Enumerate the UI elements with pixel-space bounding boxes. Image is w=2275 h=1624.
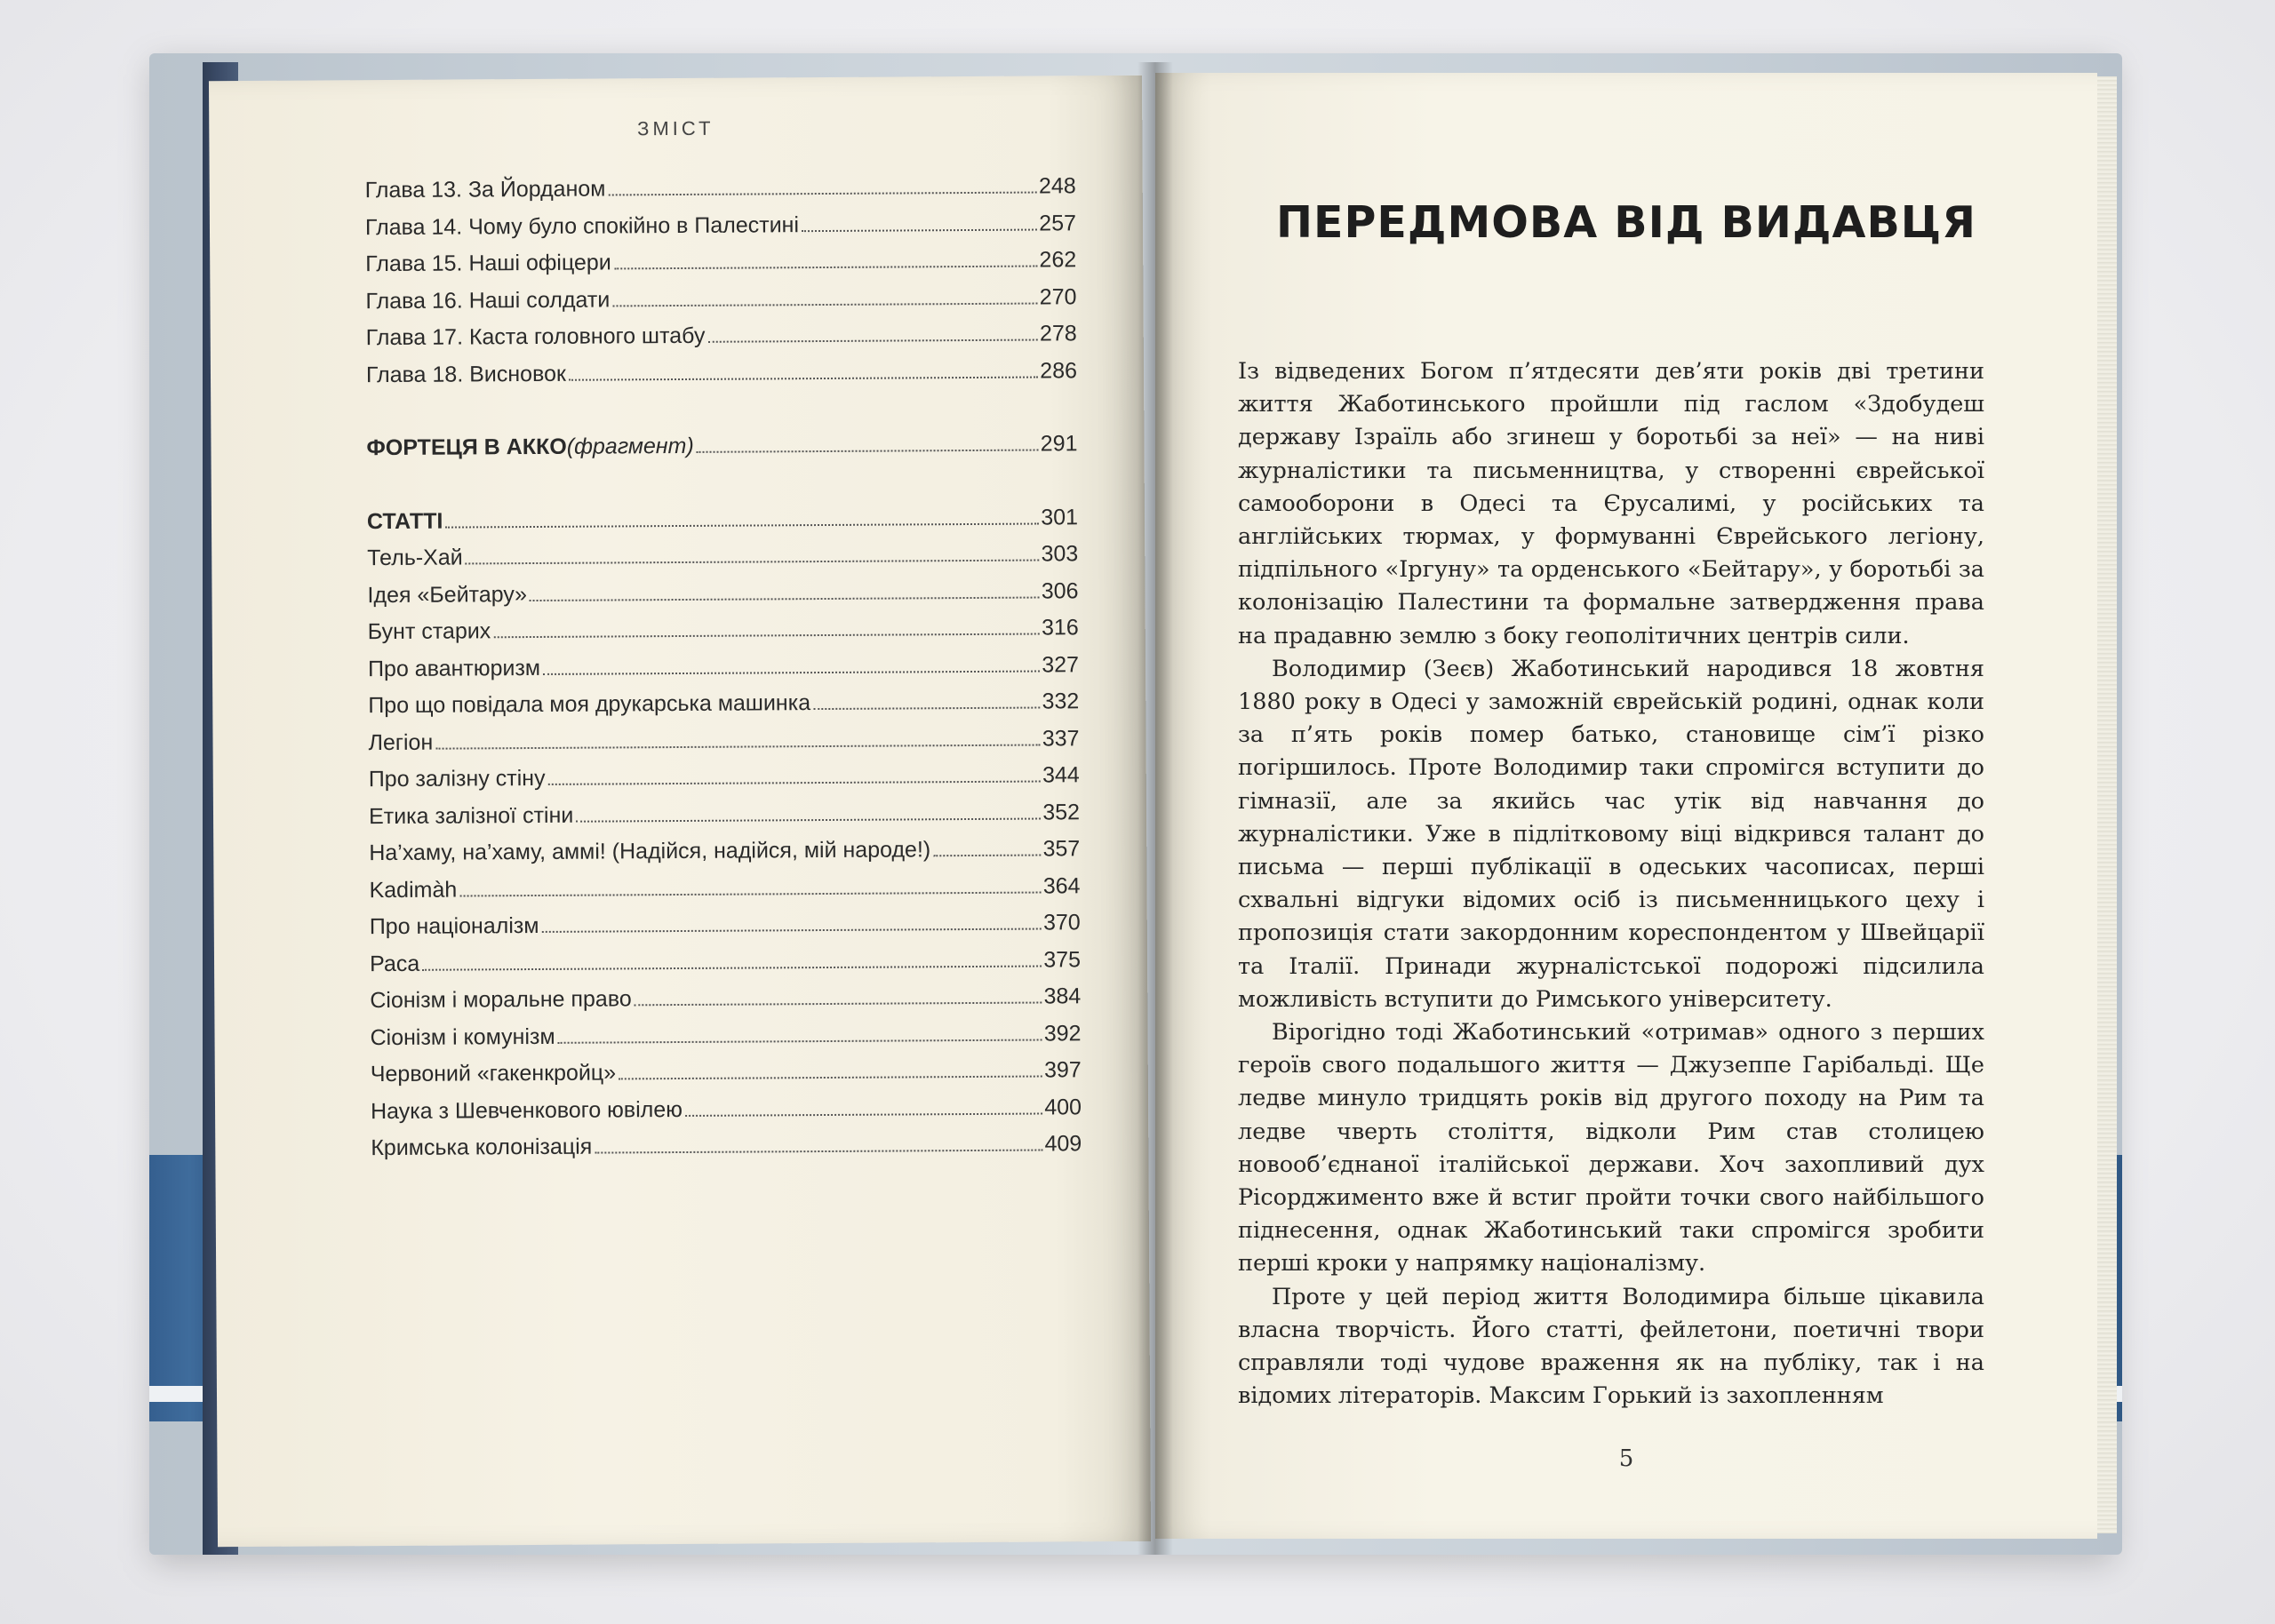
toc-entry xyxy=(370,1021,1081,1062)
toc-entry-title: Етика залізної стіни xyxy=(368,802,574,829)
toc-entry-page: 278 xyxy=(1039,321,1077,346)
toc-leader-dots xyxy=(576,817,1041,822)
toc-entry xyxy=(366,358,1077,399)
toc-leader-dots xyxy=(466,560,1040,565)
toc-leader-dots xyxy=(445,522,1039,528)
toc-entry xyxy=(371,1095,1082,1135)
toc-leader-dots xyxy=(435,744,1041,749)
toc-entry-title: Про авантюризм xyxy=(367,655,541,681)
toc-leader-dots xyxy=(595,1150,1042,1154)
toc-leader-dots xyxy=(530,596,1040,601)
toc-entry-title: Кримська колонізація xyxy=(371,1134,593,1161)
toc-entry-page: 375 xyxy=(1043,946,1082,973)
toc-leader-dots xyxy=(459,891,1042,896)
toc-entry-page: 409 xyxy=(1044,1131,1082,1157)
toc-entry-title: Глава 16. Наші солдати xyxy=(365,286,611,314)
chapter-title: ПЕРЕДМОВА ВІД ВИДАВЦЯ xyxy=(1276,197,1976,248)
toc-leader-dots xyxy=(614,266,1038,270)
toc-entry-page: 270 xyxy=(1039,283,1077,310)
toc-entry xyxy=(365,211,1076,251)
toc-entry-title: Про націоналізм xyxy=(369,912,539,940)
toc-entry xyxy=(369,873,1080,914)
toc-leader-dots xyxy=(612,302,1038,306)
toc-entry-title: Kadimàh xyxy=(369,877,458,903)
toc-entry xyxy=(367,541,1078,582)
book-block-edge-right xyxy=(2095,76,2117,1533)
toc-entry-page: 364 xyxy=(1042,872,1081,899)
toc-entry xyxy=(370,910,1081,951)
toc-spacer xyxy=(367,468,1078,509)
page-number: 5 xyxy=(1618,1445,1634,1472)
toc-leader-dots xyxy=(707,339,1038,343)
toc-entry-title: На’хаму, на’хаму, аммі! (Надійся, надійся, мій народе!) xyxy=(369,837,931,866)
toc-entry-page: 257 xyxy=(1039,210,1077,236)
toc-entry-title: Про що повідала моя друкарська машинка xyxy=(368,690,811,719)
toc-entry-page: 332 xyxy=(1042,689,1080,714)
toc-entry xyxy=(369,762,1080,803)
toc-entry xyxy=(366,321,1077,362)
body-text xyxy=(1238,355,1984,1413)
toc-section-title: СТАТТІ xyxy=(366,508,443,534)
toc-leader-dots xyxy=(543,670,1040,674)
toc-entry-title: Раса xyxy=(369,951,420,976)
toc-entry xyxy=(368,615,1079,656)
toc-entry-page: 291 xyxy=(1040,431,1078,457)
toc-leader-dots xyxy=(802,228,1037,232)
toc-entry-page: 306 xyxy=(1041,577,1079,604)
toc-entry-title: Глава 17. Каста головного штабу xyxy=(365,322,706,351)
toc-entry-page: 384 xyxy=(1043,983,1082,1009)
toc-entry-title: Наука з Шевченкового ювілею xyxy=(370,1096,683,1124)
toc-spacer xyxy=(366,394,1077,435)
toc-entry xyxy=(365,284,1076,325)
toc-entry xyxy=(371,1057,1082,1098)
paragraph: Вірогідно тоді Жаботинський «отримав» одного з перших героїв свого подальшого життя — Джузеппе Гарібальді. Ще ледве минуло тридцять років від другого походу на Рим та ледве чверть століття, відколи Рим став столицею новооб’єднаної італійської держави. Хоч захопливий дух Рісорджименто вже й встиг пройти точки свого найбільшого піднесення, однак Жаботинський таки спромігся зробити перші кроки у напрямку націоналізму. xyxy=(1238,1019,1984,1278)
toc-entry-page: 316 xyxy=(1041,615,1079,641)
toc-entry-title: Глава 14. Чому було спокійно в Палестині xyxy=(364,211,800,240)
toc-entry-title: Сіонізм і комунізм xyxy=(370,1023,555,1050)
toc-leader-dots xyxy=(635,1002,1042,1007)
toc-entry xyxy=(368,726,1079,767)
toc-entry-title: Червоний «гакенкройц» xyxy=(370,1060,617,1087)
toc-entry-page: 397 xyxy=(1043,1057,1082,1083)
toc-entry-page: 327 xyxy=(1042,651,1080,678)
toc-entry-title: Про залізну стіну xyxy=(368,765,546,792)
toc-entry xyxy=(367,578,1078,619)
toc-leader-dots xyxy=(422,965,1042,970)
toc-leader-dots xyxy=(685,1112,1042,1116)
toc-leader-dots xyxy=(558,1039,1042,1043)
toc-entry-page: 352 xyxy=(1042,799,1081,825)
table-of-contents xyxy=(365,173,1082,1172)
toc-entry xyxy=(365,247,1076,288)
toc-entry-page: 286 xyxy=(1040,357,1078,384)
toc-entry xyxy=(369,836,1080,877)
toc-leader-dots xyxy=(493,633,1040,639)
toc-section-subtitle: (фрагмент) xyxy=(566,433,694,459)
toc-leader-dots xyxy=(569,376,1038,380)
toc-entry xyxy=(368,689,1079,729)
toc-entry-title: Глава 18. Висновок xyxy=(365,361,566,387)
toc-entry-page: 370 xyxy=(1042,910,1081,935)
toc-entry xyxy=(369,800,1080,840)
toc-leader-dots xyxy=(608,192,1037,196)
toc-entry xyxy=(371,1131,1082,1172)
toc-entry-page: 357 xyxy=(1042,836,1081,862)
toc-entry-page: 262 xyxy=(1039,247,1077,273)
paragraph: Володимир (Зеєв) Жаботинський народився 18 жовтня 1880 року в Одесі у заможній єврейській родині, однак коли за п’ять років помер батько, становище сім’ї різко погіршилось. Проте Володимир таки спромігся вступити до гімназії, але за якийсь час утік від навчання до журналістики. Уже в підлітковому віці відкрився талант до письма — перші публікації в одеських часописах, перші схвальні відгуки відомих осіб із письменницького цеху і пропозиція стати закордонним кореспондентом у Швейцарії та Італії. Принади журналістської подорожі підсилила можливість вступити до Римського університету. xyxy=(1238,655,1984,1013)
toc-leader-dots xyxy=(697,450,1039,453)
book-gutter xyxy=(1138,62,1173,1555)
toc-section-heading xyxy=(367,505,1078,545)
running-head: ЗМІСТ xyxy=(637,116,714,140)
toc-entry-title: Легіон xyxy=(368,729,434,755)
toc-section-heading xyxy=(366,431,1077,472)
toc-entry-title: Глава 15. Наші офіцери xyxy=(365,250,611,277)
toc-entry xyxy=(370,983,1081,1024)
toc-entry-page: 337 xyxy=(1042,725,1080,752)
toc-entry-title: Тель-Хай xyxy=(367,545,463,571)
toc-entry-page: 400 xyxy=(1044,1094,1082,1119)
toc-entry-page: 344 xyxy=(1042,762,1080,788)
left-page xyxy=(209,76,1151,1547)
toc-leader-dots xyxy=(548,781,1042,785)
toc-entry xyxy=(365,173,1076,214)
toc-entry xyxy=(368,652,1079,693)
toc-entry-title: Бунт старих xyxy=(367,618,491,645)
toc-entry xyxy=(370,947,1081,988)
toc-entry-title: Глава 13. За Йорданом xyxy=(364,176,606,203)
toc-leader-dots xyxy=(813,707,1040,711)
toc-entry-page: 392 xyxy=(1043,1020,1082,1047)
toc-entry-title: Сіонізм і моральне право xyxy=(370,986,632,1014)
right-page xyxy=(1155,73,2097,1539)
toc-section-title: ФОРТЕЦЯ В АККО xyxy=(366,434,567,461)
paragraph: Із відведених Богом п’ятдесяти дев’яти років дві третини життя Жаботинського пройшли під гаслом «Здобудеш державу Ізраїль або згинеш у боротьбі за неї» — на ниві журналістики та письменництва, у створенні єврейської самооборони в Одесі та Єрусалимі, у російських та англійських тюрмах, у формуванні Єврейського легіону, підпільного «Іргуну» та орденського «Бейтару», у боротьбі за колонізацію Палестини та формальне затвердження права на прадавню землю з боку геополітичних центрів сили. xyxy=(1238,358,1984,649)
toc-leader-dots xyxy=(619,1076,1042,1080)
paragraph: Проте у цей період життя Володимира більше цікавила власна творчість. Його статті, фейлетони, поетичні твори справляли тоді чудове враження як на публіку, так і на відомих літераторів. Максим Горький із захопленням xyxy=(1238,1283,1984,1410)
toc-entry-page: 301 xyxy=(1041,504,1079,530)
toc-entry-page: 248 xyxy=(1038,173,1076,199)
toc-entry-page: 303 xyxy=(1041,541,1079,567)
toc-leader-dots xyxy=(933,855,1041,857)
toc-leader-dots xyxy=(542,928,1042,933)
toc-entry-title: Ідея «Бейтару» xyxy=(367,581,528,608)
